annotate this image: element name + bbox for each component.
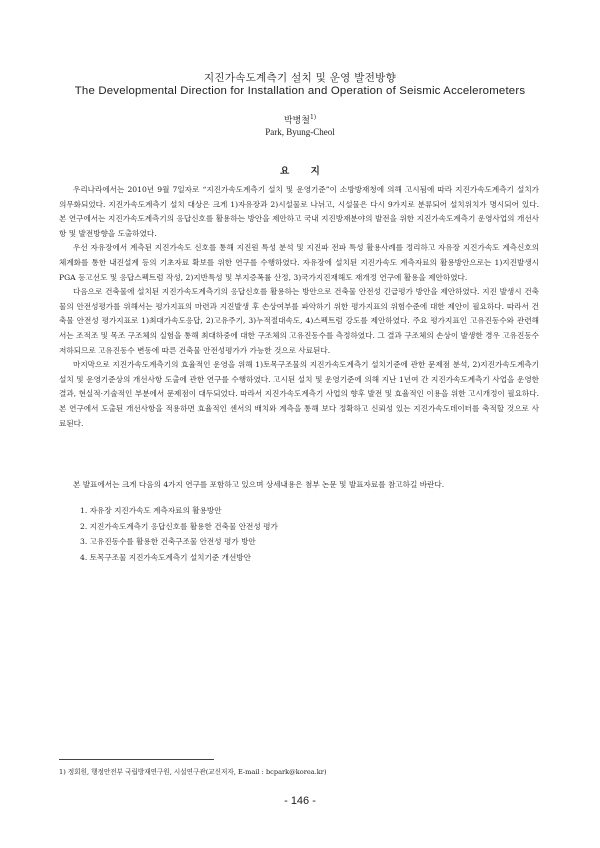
topic-item: 2. 지진가속도계측기 응답신호를 활용한 건축물 안전성 평가 <box>80 521 278 531</box>
abstract-paragraph: 우선 자유장에서 계측된 지진가속도 신호를 통해 지진원 특성 분석 및 지진파 전파 특성 활용사례를 정리하고 자유장 지진가속도 계측신호의 체계화를 통한 내진설계 등의 기초자료 확보를 위한 연구를 수행하였다. 자유장에 설치된 지진가속도 계측자료의 활용방안으로는 1)지진발생시 PGA 등고선도 및 응답스펙트럼 작성, 2)지반특성 및 부지증폭률 산정, 3)국가지진재해도 재개정 연구에 활용을 제안하였다. <box>59 243 539 282</box>
abstract-paragraph: 우리나라에서는 2010년 9월 7일자로 “지진가속도계측기 설치 및 운영기준”이 소방방재청에 의해 고시됨에 따라 지진가속도계측기 설치가 의무화되었다. 지진가속도계측기 설치 대상은 크게 1)자유장과 2)시설물로 나뉘고, 시설물은 다시 9가지로 분류되어 설치위치가 명시되어 있다. 본 연구에서는 지진가속도계측기의 응답신호를 활용하는 방안을 제안하고 국내 지진방재분야의 발전을 위한 지진가속도계측기 운영사업의 개선사항 및 발전방향을 도출하였다. <box>59 185 539 238</box>
topic-item: 3. 고유진동수를 활용한 건축구조물 안전성 평가 방안 <box>80 537 256 546</box>
presentation-note: 본 발표에서는 크게 다음의 4가지 연구를 포함하고 있으며 상세내용은 첨부 논문 및 발표자료를 참고하길 바란다. <box>73 480 445 489</box>
abstract-paragraph: 마지막으로 지진가속도계측기의 효율적인 운영을 위해 1)토목구조물의 지진가속도계측기 설치기준에 관한 문제점 분석, 2)지진가속도계측기 설치 및 운영기준상의 개선사항 도출에 관한 연구를 수행하였다. 고시된 설치 및 운영기준에 의해 지난 1년여 간 지진가속도계측기 사업을 운영한 결과, 현실적·기술적인 부분에서 문제점이 대두되었다. 따라서 지진가속도계측기 사업의 향후 발전 및 효율적인 이용을 위한 고시개정이 필요하다. 본 연구에서 도출된 개선사항을 적용하면 효율적인 센서의 배치와 계측을 통해 보다 정확하고 신뢰성 있는 지진가속도데이터를 축적할 것으로 사료된다. <box>59 360 539 428</box>
author-name: 박병철 <box>283 116 310 126</box>
title-english: The Developmental Direction for Installation and Operation of Seismic Accelerometers <box>74 85 526 97</box>
abstract-heading: 요 지 <box>280 166 320 177</box>
author-footnote-mark: 1) <box>309 114 317 121</box>
topic-item: 1. 자유장 지진가속도 계측자료의 활용방안 <box>80 506 222 515</box>
footnote: 1) 정회원, 행정안전부 국립방재연구원, 시설연구관(교신저자, E-mail : bcpark@korea.kr) <box>59 768 327 776</box>
topic-item: 4. 토목구조물 지진가속도계측기 설치기준 개선방안 <box>80 552 251 562</box>
page-number: - 146 - <box>284 795 316 807</box>
topic-list <box>80 503 278 565</box>
abstract-body <box>59 183 539 431</box>
author-english: Park, Byung-Cheol <box>265 127 335 137</box>
author-korean <box>0 113 600 126</box>
footnote-divider <box>59 759 214 760</box>
title-korean: 지진가속도계측기 설치 및 운영 발전방향 <box>203 72 397 84</box>
abstract-paragraph: 다음으로 건축물에 설치된 지진가속도계측기의 응답신호를 활용하는 방안으로 건축물 안전성 긴급평가 방안을 제안하였다. 지진 발생시 건축물의 안전성평가를 위해서는 평가지표의 마련과 지진발생 후 손상여부를 파악하기 위한 평가지표의 위험수준에 대한 제안이 필요하다. 따라서 건축물 안전성 평가지표로 1)최대가속도응답, 2)고유주기, 3)누적절대속도, 4)스펙트럼 강도를 제안하였다. 주요 평가지표인 고유진동수와 관련해서는 조적조 및 목조 구조체의 실험을 통해 최대하중에 대한 구조체의 고유진동수를 측정하였다. 그 결과 구조체의 손상이 발생한 경우 고유진동수 저하되므로 고유진동수 변동에 따른 건축물 안전성평가가 가능한 것으로 사료된다. <box>59 287 539 355</box>
